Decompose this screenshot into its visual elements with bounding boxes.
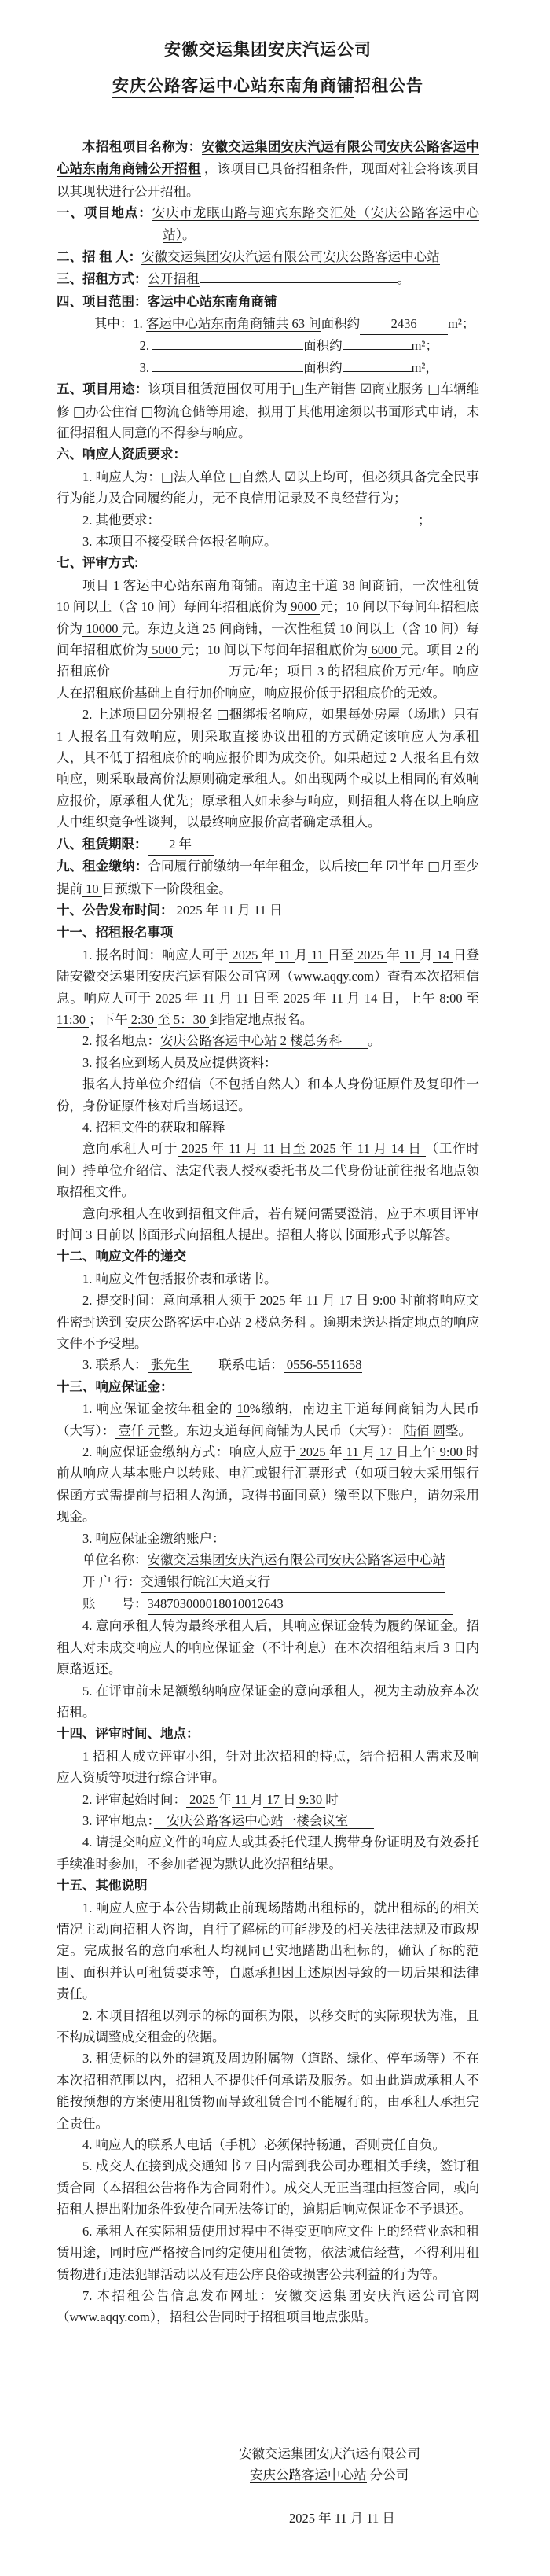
doc-paragraph	[57, 335, 479, 356]
checkbox-unchecked-icon: □	[141, 403, 154, 419]
text-run: 年	[313, 990, 328, 1006]
text-run: 8:00	[435, 990, 467, 1006]
checkbox-checked-icon: ☑	[386, 858, 398, 874]
text-run: 报名人持单位介绍信（不包括自然人）和本人身份证原件及复印件一份，身份证原件核对后当场退还。	[57, 1076, 479, 1113]
text-run: 5. 在评审前未足额缴纳响应保证金的意向承租人，视为主动放弃本次招租。	[57, 1683, 479, 1720]
checkbox-unchecked-icon: □	[160, 468, 174, 484]
text-run: 3. 租赁标的以外的建筑及周边附属物（道路、绿化、停车场等）不在本次招租范围以内，招租人不提供任何承诺及服务。如由此造成承租人不能按预想的方案使用租赁物而导致租赁合同不能履行的，由承租人承担完全责任。	[57, 2051, 479, 2131]
text-run: 意向承租人可于	[82, 1141, 178, 1157]
text-run: 捆绑报名响应，如果每处房屋（场地）只有 1 人报名且有效响应，则采取直接协议出租的方式确定该响应人为承租人，其不低于招租底价的响应报价即为成交价。如果超过 2 人报名且有效响应，则采取最高价法原则确定承租人。如出现两个或以上相同的有效响应报价，原承租人优先；原承租人如未参与响应，则招租人将在以上响应人中组织竞争性谈判，以最终响应报价高者确定承租人。	[57, 707, 480, 830]
text-run: 三、招租方式：	[57, 272, 148, 287]
text-run: 11	[307, 947, 328, 962]
doc-paragraph	[57, 1441, 479, 1528]
signature-date: 2025 年 11 月 11 日	[289, 2510, 395, 2526]
page-title: 安徽交运集团安庆汽运公司	[164, 41, 372, 59]
text-run: 11	[302, 1293, 323, 1308]
doc-paragraph	[57, 1203, 479, 1246]
fill-in-blank	[343, 349, 412, 350]
text-run: 日预缴下一阶段租金。	[101, 881, 232, 896]
signature-company-line2	[239, 2464, 479, 2486]
doc-paragraph	[57, 1875, 479, 1897]
text-run: 月	[294, 947, 308, 962]
text-run: 元；10 间以下每间年招租底价为	[181, 642, 368, 658]
text-run: 1 招租人成立评审小组，针对此次招租的特点，结合招租人需求及响应人资质等项进行综合评审。	[57, 1748, 479, 1786]
text-run: 年	[369, 859, 387, 874]
fill-in-blank	[152, 349, 303, 350]
text-run: 11	[198, 990, 219, 1006]
text-run: 。	[368, 1033, 381, 1049]
text-run: 14	[361, 990, 382, 1006]
text-run: 陆佰 圆	[400, 1422, 446, 1438]
text-run: 3. 响应保证金缴纳账户：	[82, 1530, 226, 1546]
doc-paragraph	[57, 202, 479, 246]
text-run: 2. 其他要求：	[82, 512, 160, 528]
text-run: 公开招租	[147, 271, 200, 287]
text-run: 2. 本项目招租以列示的标的面积为限，以移交时的实际现状为准，且不构成调整成交租金的依据。	[57, 2007, 479, 2045]
checkbox-checked-icon: ☑	[284, 468, 297, 484]
text-run: m²；	[411, 338, 438, 354]
text-run: 9000	[287, 599, 321, 615]
text-run: 安徽交运集团安庆汽运有限公司安庆公路客运中心站东南角商铺公开招租	[57, 139, 480, 177]
text-run: 5000	[148, 642, 182, 658]
checkbox-checked-icon: ☑	[148, 706, 160, 723]
doc-paragraph	[57, 1680, 479, 1724]
text-run: 4. 请提交响应文件的响应人或其委托代理人携带身份证明及有效委托手续准时参加，不参加者视为默认此次招租结果。	[57, 1834, 479, 1871]
text-run: 3. 报名应到场人员及应提供资料：	[82, 1054, 277, 1070]
doc-paragraph	[57, 1268, 479, 1290]
text-run: 项目 1 客运中心站东南角商铺。南边主干道 38 间商铺，一次性租赁 10 间以上（含 10 间）每间年招租底价为	[57, 577, 479, 615]
text-run: 生产销售	[304, 381, 361, 397]
signature-branch-name: 安庆公路客运中心站	[250, 2467, 367, 2483]
fill-in-blank	[152, 371, 303, 372]
text-run: 到指定地点报名。	[209, 1011, 314, 1027]
text-run: 月	[322, 1293, 336, 1308]
doc-paragraph	[57, 136, 479, 202]
text-run: 11	[232, 990, 253, 1006]
text-run: 月	[346, 990, 361, 1006]
text-run: 9:30	[295, 1791, 326, 1807]
text-run: 元。项目 2 的招租底价	[57, 642, 480, 679]
text-run: 分别报名	[160, 707, 217, 723]
doc-paragraph	[57, 1290, 479, 1354]
text-run: 月	[420, 947, 434, 962]
text-run: 年	[289, 1293, 303, 1308]
text-run: 2025	[151, 990, 185, 1006]
text-run: 九、租金缴纳：	[57, 859, 148, 874]
text-run: 本招租项目名称为：	[82, 139, 202, 154]
text-run: 2. 上述项目	[82, 707, 148, 723]
text-run: 。	[397, 271, 410, 287]
text-run: 账 号：	[82, 1595, 148, 1611]
doc-paragraph	[57, 944, 479, 1031]
doc-paragraph	[57, 1723, 479, 1745]
text-run: 单位名称：	[82, 1552, 148, 1568]
doc-paragraph	[57, 1549, 479, 1570]
text-run: 11	[231, 1791, 251, 1807]
text-run: 日	[283, 1791, 296, 1807]
text-run: 5：30	[170, 1011, 210, 1027]
doc-paragraph	[57, 531, 479, 552]
doc-paragraph	[57, 1030, 479, 1051]
text-run: 至	[466, 990, 479, 1006]
text-run: 2. 评审起始时间：	[82, 1791, 186, 1807]
doc-paragraph	[57, 443, 479, 466]
text-run: 万元/年；项目 3 的招租底价万元/年。响应人在招租底价基础上自行加价响应，响应报价低于招租底价的无效。	[57, 664, 480, 701]
doc-paragraph	[57, 856, 479, 900]
text-run: 11	[343, 1444, 363, 1460]
text-run: 1. 响应保证金按年租金的	[82, 1401, 237, 1417]
text-run: 十五、其他说明	[57, 1879, 148, 1893]
text-run: 2:30	[127, 1011, 158, 1027]
text-run: 10	[82, 881, 102, 896]
text-run: 日上午	[395, 1444, 436, 1460]
doc-paragraph	[57, 1117, 479, 1138]
doc-paragraph	[57, 2005, 479, 2048]
text-run: 张先生	[147, 1357, 193, 1373]
page-subtitle	[57, 75, 479, 98]
document-body	[57, 136, 479, 2328]
text-run: 2025	[354, 947, 387, 962]
text-run: 11	[327, 990, 347, 1006]
text-run: 该项目租赁范围仅可用于	[148, 381, 292, 397]
text-run: 月至少提前	[57, 859, 479, 896]
doc-paragraph	[57, 834, 479, 856]
doc-paragraph	[57, 268, 479, 290]
text-run: 自然人	[241, 469, 284, 484]
doc-paragraph	[57, 1789, 479, 1810]
text-run: 2025	[186, 1791, 219, 1807]
text-run: 1. 响应文件包括报价表和承诺书。	[82, 1271, 277, 1286]
text-run: 2. 报名地点：	[82, 1033, 160, 1049]
text-run: 6. 承租人在实际租赁使用过程中不得变更响应文件上的经营业态和租赁用途，同时应严格按合同约定使用租赁物，依法诚信经营，不得利用租赁物进行违法犯罪活动以及有违公序良俗或损害公共利益的行为等。	[57, 2223, 479, 2282]
doc-paragraph	[57, 1138, 479, 1202]
signature-block	[239, 2443, 479, 2529]
text-run: 面积约	[303, 359, 343, 375]
doc-paragraph	[57, 1354, 479, 1375]
text-run: 意向承租人在收到招租文件后，若有疑问需要澄清，应于本项目评审时间 3 日前以书面形式向招租人提出。招租人将以书面形式予以解答。	[57, 1205, 479, 1242]
text-run: 元；10 间以下每间年招租底价为	[57, 599, 480, 636]
text-run: 2. 响应保证金缴纳方式：响应人应于	[82, 1444, 296, 1460]
text-run: 年	[329, 1444, 343, 1460]
doc-paragraph	[57, 900, 479, 922]
text-run: 月	[237, 902, 251, 918]
text-run: 七、评审方式:	[57, 556, 139, 571]
text-run: 11:30	[57, 1011, 90, 1027]
doc-paragraph	[57, 1376, 479, 1398]
text-run: 2025 年 11 月 11 日至 2025 年 11 月 14 日	[178, 1141, 426, 1157]
text-run: 2025	[280, 990, 314, 1006]
text-run: 日登陆安徽交运集团安庆汽运有限公司官网（www.aqqy.com）查看本次招租信息。响应人可于	[57, 947, 480, 1006]
doc-paragraph	[57, 1528, 479, 1549]
text-run: 9:00	[435, 1444, 467, 1460]
checkbox-unchecked-icon: □	[427, 381, 441, 397]
text-run: 17	[263, 1791, 284, 1807]
text-run: 安徽交运集团安庆汽运有限公司安庆公路客运中心站	[141, 248, 440, 264]
text-run: 日至	[327, 947, 354, 962]
text-run: 元。东边支道 25 间商铺，一次性租赁 10 间以上（含 10 间）每间年招租底价为	[57, 620, 479, 658]
text-run: 10	[236, 1401, 250, 1417]
checkbox-checked-icon: ☑	[360, 381, 372, 397]
text-run: m²，	[411, 359, 438, 375]
text-run: 面积约	[303, 338, 343, 354]
text-run: 9:00	[369, 1293, 400, 1308]
text-run: 安徽交运集团安庆汽运有限公司安庆公路客运中心站	[147, 1552, 446, 1568]
checkbox-unchecked-icon: □	[292, 381, 305, 397]
text-run: 2025	[295, 1444, 330, 1460]
text-run: 年	[185, 990, 199, 1006]
checkbox-unchecked-icon: □	[216, 706, 229, 723]
text-run: 4. 意向承租人转为最终承租人后，其响应保证金转为履约保证金。招租人对未成交响应人的响应保证金（不计利息）在本次招租结束后 3 日内原路返还。	[57, 1618, 479, 1677]
text-run: 一、项目地点：	[57, 205, 152, 220]
doc-paragraph	[57, 1831, 479, 1875]
text-run: 商业服务	[372, 381, 428, 397]
text-run: 安庆市龙眠山路与迎宾东路交汇处（安庆公路客运中心站）	[152, 204, 480, 243]
text-run: 1. 响应人应于本公告期截止前现场踏勘出租标的，就出租标的的相关情况主动向招租人咨询，自行了解标的可能涉及的相关法律法规及市政规定。完成报名的意向承租人均视同已实地踏勘出租标的，确认了标的范围、面积并认可租赁要求等，自愿承担因上述原因导致的一切后果和法律责任。	[57, 1900, 479, 2002]
text-run: 日	[270, 902, 283, 918]
text-run: 壹仟 元	[115, 1422, 160, 1438]
text-run: 3.	[139, 359, 153, 375]
doc-paragraph	[57, 1398, 479, 1441]
doc-paragraph	[57, 246, 479, 268]
text-run: 八、租赁期限：	[57, 837, 148, 852]
page-subtitle-rest: 招租公告	[354, 77, 424, 96]
text-run: 14	[433, 947, 453, 962]
doc-paragraph	[57, 378, 479, 443]
text-run: 2. 提交时间：意向承租人须于	[82, 1293, 256, 1308]
text-run: 联系电话：	[192, 1357, 284, 1373]
text-run: 十四、评审时间、地点：	[57, 1727, 200, 1742]
text-run: 车辆维修	[57, 381, 480, 419]
doc-paragraph	[57, 1810, 479, 1831]
text-run: 6000	[368, 642, 401, 658]
text-run: 日至	[252, 990, 280, 1006]
text-run: 半年	[398, 859, 428, 874]
text-run: 面积约	[321, 315, 361, 331]
checkbox-unchecked-icon: □	[427, 858, 441, 874]
fill-in-blank: 2 年	[148, 834, 214, 856]
doc-paragraph	[57, 1246, 479, 1268]
fill-in-blank: 348703000018010012643	[148, 1593, 453, 1615]
text-run: 0556-5511658	[283, 1357, 362, 1373]
checkbox-unchecked-icon: □	[72, 403, 86, 419]
text-run: 法人单位	[173, 469, 229, 484]
text-run: 安庆公路客运中心站 2 楼总务科	[160, 1033, 368, 1049]
text-run: 11	[400, 947, 420, 962]
doc-paragraph	[57, 1073, 479, 1117]
text-run: 11	[274, 947, 295, 962]
text-run: 十一、招租报名事项	[57, 926, 174, 940]
text-run: 六、响应人资质要求：	[57, 447, 186, 462]
doc-paragraph	[57, 575, 479, 704]
text-run: 1. 响应人为：	[82, 469, 161, 484]
text-run: 开 户 行：	[82, 1573, 141, 1589]
text-run: 4. 响应人的联系人电话（手机）必须保持畅通，否则责任自负。	[82, 2137, 446, 2153]
text-run: 以上均可，但必须具备完全民事行为能力及合同履约能力，无不良信用记录及不良经营行为；	[57, 469, 480, 506]
text-run: 7. 本招租公告信息发布网址：安徽交运集团安庆汽运公司官网（www.aqqy.com），招租公告同时于招租项目地点张贴。	[57, 2287, 479, 2325]
text-run: 整。东边支道每间商铺为人民币（大写）：	[160, 1422, 401, 1438]
text-run: 十二、响应文件的递交	[57, 1249, 186, 1264]
text-run: 1. 报名时间：响应人可于	[82, 947, 229, 962]
text-run: 年	[261, 947, 275, 962]
fill-in-blank	[200, 282, 398, 283]
text-run: 2.	[139, 338, 153, 354]
text-run: 3. 本项目不接受联合体报名响应。	[82, 534, 277, 549]
signature-branch-suffix: 分公司	[366, 2467, 409, 2483]
signature-company-line1: 安徽交运集团安庆汽运有限公司	[239, 2445, 420, 2461]
doc-paragraph	[57, 1897, 479, 2005]
doc-paragraph	[57, 510, 479, 531]
text-run: 安庆公路客运中心站一楼会议室	[153, 1812, 375, 1828]
text-run: 3. 评审地点：	[82, 1812, 154, 1828]
text-run: 2025	[255, 1293, 290, 1308]
text-run: 时	[325, 1791, 339, 1807]
text-run: 年	[205, 902, 219, 918]
text-run: ；下午	[89, 1011, 128, 1027]
text-run: 安庆公路客运中心站 2 楼总务科	[121, 1314, 310, 1330]
text-run: 月	[218, 990, 233, 1006]
text-run: 至	[157, 1011, 170, 1027]
doc-paragraph	[57, 922, 479, 944]
doc-paragraph	[57, 1746, 479, 1789]
doc-paragraph	[57, 2285, 479, 2328]
text-run: 月	[250, 1791, 264, 1807]
doc-paragraph	[57, 2134, 479, 2155]
fill-in-blank: 2436	[360, 313, 448, 335]
text-run: 10000	[82, 620, 122, 636]
text-run: 办公住宿	[85, 403, 141, 419]
doc-paragraph	[57, 2048, 479, 2134]
text-run: 2025	[228, 947, 262, 962]
text-run: 2025	[173, 902, 206, 918]
doc-paragraph	[57, 2221, 479, 2285]
text-run: 其中：1.	[94, 315, 146, 331]
text-run: 十、公告发布时间：	[57, 903, 174, 918]
text-run: 17	[336, 1293, 356, 1308]
doc-paragraph	[57, 313, 479, 335]
text-run: ，该项目已具备招租条件，现面对社会将该项目以其现状进行公开招租。	[57, 161, 480, 199]
doc-paragraph	[57, 291, 479, 313]
text-run: 五、项目用途：	[57, 382, 148, 397]
text-run: 3. 联系人：	[82, 1357, 148, 1373]
doc-paragraph	[57, 1571, 479, 1593]
text-run: 。	[182, 227, 196, 243]
text-run: 时前将响应文件密封送到	[57, 1293, 480, 1330]
text-run: 日	[356, 1293, 369, 1308]
text-run: %缴纳，南边主干道每间商铺为人民币（大写）：	[57, 1401, 480, 1438]
text-run: 月	[362, 1444, 376, 1460]
text-run: 客运中心站东南角商铺共 63 间	[145, 315, 321, 331]
text-run: m²；	[448, 315, 475, 331]
text-run: 时前从响应人基本账户以转账、电汇或银行汇票形式（如项目较大采用银行保函方式需提前与招租人沟通，取得书面同意）缴至以下账户，请勿采用现金。	[57, 1444, 480, 1525]
text-run: 。逾期未送达指定地点的响应文件不予受理。	[57, 1314, 480, 1352]
text-run: 物流仓储等用途，拟用于其他用途须以书面形式申请，未征得招租人同意的不得参与响应。	[57, 403, 480, 440]
text-run: 合同履行前缴纳一年年租金，以后按	[148, 859, 358, 874]
checkbox-unchecked-icon: □	[229, 468, 242, 484]
doc-paragraph	[57, 466, 479, 510]
doc-paragraph	[57, 1615, 479, 1680]
text-run: 二、招 租 人：	[57, 249, 142, 264]
text-run: 11	[218, 902, 238, 918]
text-run: （工作时间）持单位介绍信、法定代表人授权委托书及二代身份证前往报名地点领取招租文件。	[57, 1141, 480, 1200]
checkbox-unchecked-icon: □	[357, 858, 370, 874]
doc-paragraph	[57, 552, 479, 574]
page-subtitle-underlined: 安庆公路客运中心站东南角商铺	[112, 77, 354, 98]
fill-in-blank: 交通银行皖江大道支行	[141, 1571, 446, 1593]
text-run: 十三、响应保证金：	[57, 1379, 174, 1394]
doc-paragraph	[57, 357, 479, 378]
text-run: 17	[376, 1444, 396, 1460]
text-run: 日，上午	[381, 990, 436, 1006]
text-run: 年	[387, 947, 401, 962]
text-run: ；	[418, 512, 431, 528]
text-run: 11	[250, 902, 270, 918]
doc-paragraph	[57, 704, 479, 833]
fill-in-blank	[343, 371, 412, 372]
text-run: 整。	[446, 1422, 471, 1438]
doc-paragraph	[57, 1052, 479, 1073]
text-run: 四、项目范围：客运中心站东南角商铺	[57, 294, 277, 309]
text-run: 年	[218, 1791, 232, 1807]
doc-paragraph	[57, 1593, 479, 1615]
text-run: 4. 招租文件的获取和解释	[82, 1119, 226, 1135]
text-run: 5. 成交人在接到成交通知书 7 日内需到我公司办理相关手续，签订租赁合同（本招租公告将作为合同附件）。成交人无正当理由拒签合同，或向招租人提出附加条件致使合同无法签订的，逾期后响应保证金不予退还。	[57, 2158, 479, 2217]
doc-paragraph	[57, 2155, 479, 2220]
